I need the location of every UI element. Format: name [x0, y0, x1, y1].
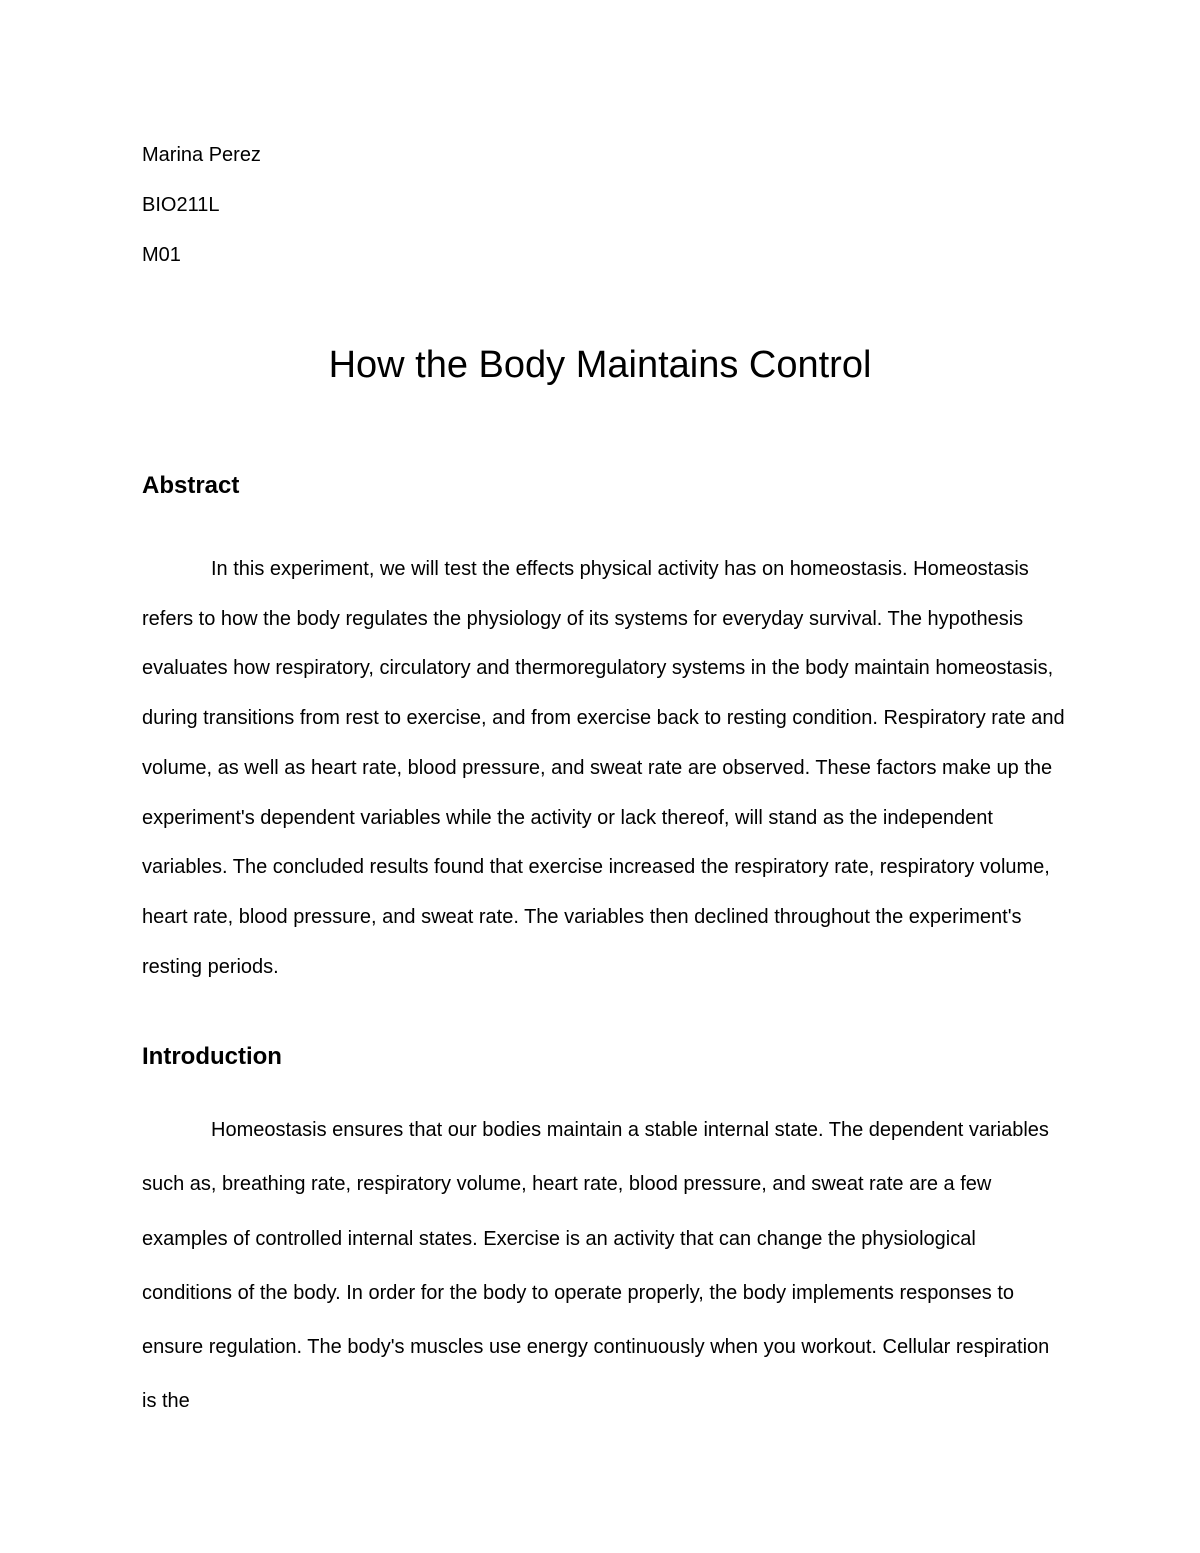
module-label: M01	[142, 244, 181, 266]
abstract-paragraph: In this experiment, we will test the effects physical activity has on homeostasis. Homeostasis refers to how the body regulates the physiology of its systems for everyday survival. The hypothesis evaluates how respiratory, circulatory and thermoregulatory systems in the body maintain homeostasis, during transitions from rest to exercise, and from exercise back to resting condition. Respiratory rate and volume, as well as heart rate, blood pressure, and sweat rate are observed. These factors make up the experiment's dependent variables while the activity or lack thereof, will stand as the independent variables. The concluded results found that exercise increased the respiratory rate, respiratory volume, heart rate, blood pressure, and sweat rate. The variables then declined throughout the experiment's resting periods.	[142, 558, 1065, 978]
introduction-paragraph: Homeostasis ensures that our bodies maintain a stable internal state. The dependent variables such as, breathing rate, respiratory volume, heart rate, blood pressure, and sweat rate are a few examples of controlled internal states. Exercise is an activity that can change the physiological conditions of the body. In order for the body to operate properly, the body implements responses to ensure regulation. The body's muscles use energy continuously when you workout. Cellular respiration is the	[142, 1119, 1050, 1413]
document-title: How the Body Maintains Control	[328, 344, 872, 386]
author-name: Marina Perez	[142, 144, 261, 166]
abstract-heading: Abstract	[142, 472, 240, 499]
introduction-heading: Introduction	[142, 1043, 282, 1070]
course-code: BIO211L	[142, 194, 220, 216]
